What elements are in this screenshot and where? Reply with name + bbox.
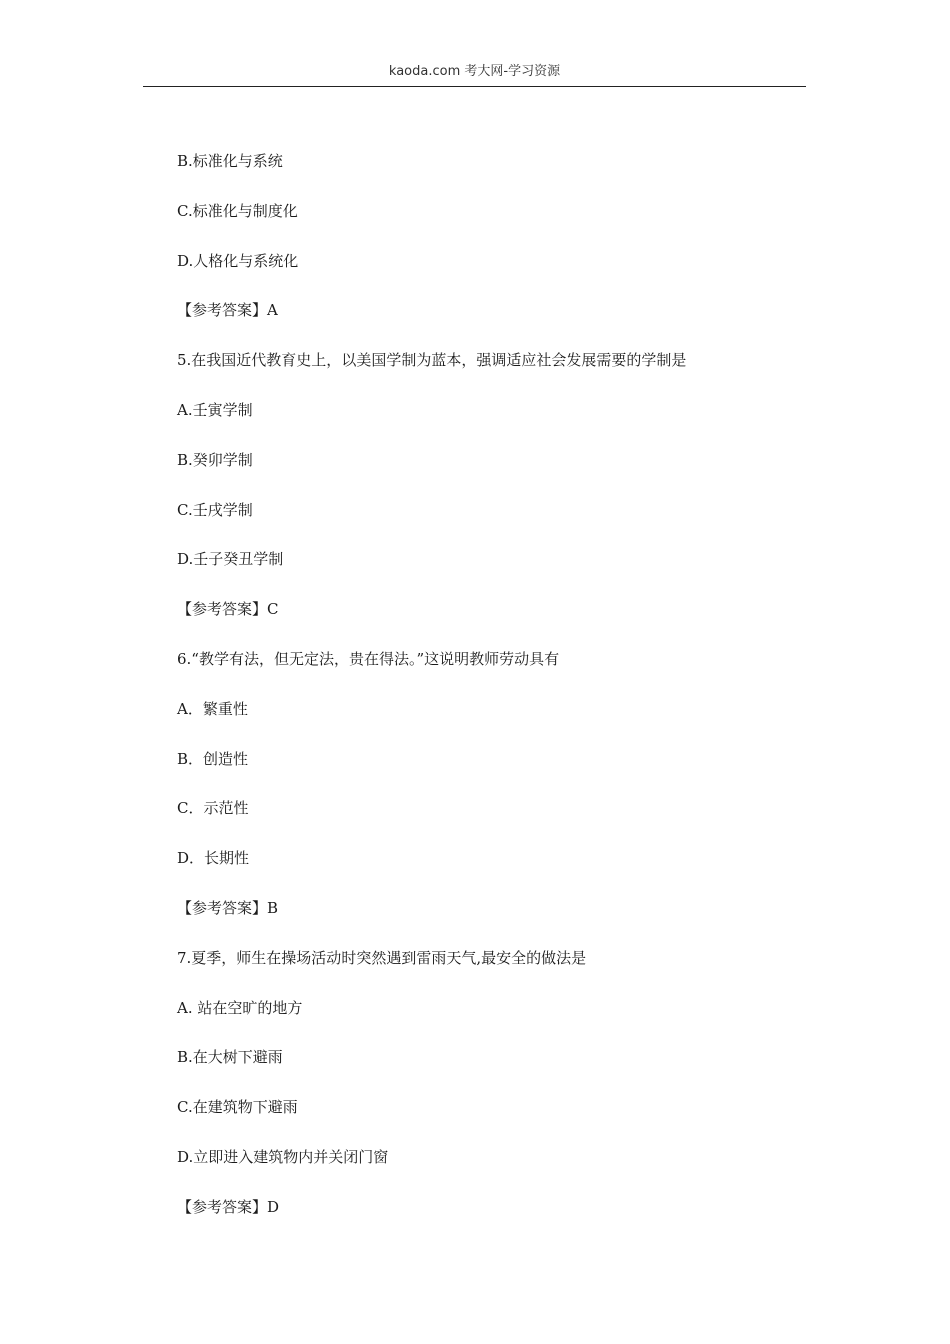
option-line: A．繁重性 xyxy=(177,699,248,718)
option-line: C.标准化与制度化 xyxy=(177,201,298,220)
answer-line: 【参考答案】B xyxy=(177,898,279,917)
option-line: D.立即进入建筑物内并关闭门窗 xyxy=(177,1147,389,1166)
option-line: B．创造性 xyxy=(177,749,249,768)
option-line: D.壬子癸丑学制 xyxy=(177,550,284,569)
option-line: A.壬寅学制 xyxy=(177,400,253,419)
option-line: D．长期性 xyxy=(177,849,250,868)
question-line: 6.“教学有法，但无定法，贵在得法。”这说明教师劳动具有 xyxy=(177,649,560,668)
document-body xyxy=(177,143,797,1239)
option-line: A. 站在空旷的地方 xyxy=(177,998,303,1017)
page-header xyxy=(143,58,806,87)
option-line: C.壬戌学制 xyxy=(177,500,253,519)
header-text: kaoda.com 考大网-学习资源 xyxy=(388,64,561,79)
option-line: C.在建筑物下避雨 xyxy=(177,1098,298,1117)
question-line: 5.在我国近代教育史上，以美国学制为蓝本，强调适应社会发展需要的学制是 xyxy=(177,351,687,370)
answer-line: 【参考答案】C xyxy=(177,600,279,619)
option-line: C．示范性 xyxy=(177,799,249,818)
question-line: 7.夏季，师生在操场活动时突然遇到雷雨天气,最安全的做法是 xyxy=(177,948,587,967)
option-line: D.人格化与系统化 xyxy=(177,251,299,270)
answer-line: 【参考答案】D xyxy=(177,1197,280,1216)
option-line: B.癸卯学制 xyxy=(177,450,253,469)
option-line: B.标准化与系统 xyxy=(177,152,283,170)
option-line: B.在大树下避雨 xyxy=(177,1048,283,1067)
answer-line: 【参考答案】A xyxy=(177,301,278,320)
